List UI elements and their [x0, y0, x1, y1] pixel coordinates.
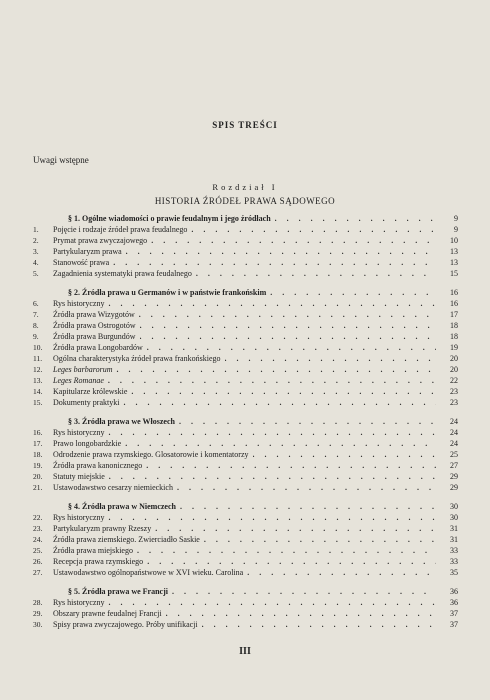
toc-entry [33, 225, 458, 236]
toc-entry-label: Spisy prawa zwyczajowego. Próby unifikacji [53, 620, 198, 629]
toc-section-label: § 2. Źródła prawa u Germanów i w państwie frankońskim [68, 288, 267, 297]
toc-entry-number: 18. [33, 450, 43, 459]
toc-page-number: 29 [450, 472, 458, 481]
toc-entry [33, 376, 458, 387]
toc-page-number: 24 [450, 428, 458, 437]
toc-section-label: § 4. Źródła prawa w Niemczech [68, 502, 176, 511]
toc-page-number: 30 [450, 513, 458, 522]
toc-entry [33, 354, 458, 365]
toc-entry [33, 609, 458, 620]
leader-dots [109, 472, 436, 481]
toc-section-label: § 1. Ogólne wiadomości o prawie feudalnym i jego źródłach [68, 214, 271, 223]
toc-entry-number: 6. [33, 299, 39, 308]
toc-page-number: 35 [450, 568, 458, 577]
toc-entry-number: 17. [33, 439, 43, 448]
leader-dots [151, 236, 436, 245]
toc-entry-number: 22. [33, 513, 43, 522]
toc-entry-label: Źródła prawa ziemskiego. Zwierciadło Saskie [53, 535, 200, 544]
toc-page-number: 16 [450, 288, 458, 297]
toc-entry-number: 20. [33, 472, 43, 481]
toc-entry-number: 11. [33, 354, 43, 363]
toc-section [68, 587, 458, 598]
toc-entry-number: 12. [33, 365, 43, 374]
toc-page-number: 9 [454, 214, 458, 223]
toc-entry-number: 4. [33, 258, 39, 267]
toc-entry-number: 25. [33, 546, 43, 555]
toc-page-number: 10 [450, 236, 458, 245]
toc-page-number: 29 [450, 483, 458, 492]
toc-section [68, 214, 458, 225]
toc-entry-label: Obszary prawne feudalnej Francji [53, 609, 162, 618]
leader-dots [146, 461, 436, 470]
page-title: SPIS TREŚCI [212, 120, 278, 130]
toc-page-number: 20 [450, 354, 458, 363]
toc-entry-label: Rys historyczny [53, 299, 105, 308]
toc-entry-label: Źródła prawa Wizygotów [53, 310, 135, 319]
toc-entry-label: Źródła prawa kanonicznego [53, 461, 143, 470]
leader-dots [155, 524, 436, 533]
toc-entry-number: 27. [33, 568, 43, 577]
toc-page-number: 19 [450, 343, 458, 352]
toc-entry-number: 29. [33, 609, 43, 618]
toc-entry-label: Zagadnienia systematyki prawa feudalnego [53, 269, 192, 278]
toc-entry-number: 2. [33, 236, 39, 245]
toc-page-number: 18 [450, 332, 458, 341]
toc-entry-label: Ustawodawstwo cesarzy niemieckich [53, 483, 173, 492]
toc-entry [33, 439, 458, 450]
leader-dots [108, 428, 436, 437]
toc-section [68, 417, 458, 428]
toc-entry-number: 15. [33, 398, 43, 407]
toc-page-number: 31 [450, 535, 458, 544]
toc-entry-label: Źródła prawa miejskiego [53, 546, 133, 555]
leader-dots [126, 247, 436, 256]
page-folio: III [239, 646, 251, 657]
leader-dots [204, 535, 436, 544]
toc-entry-label: Źródła prawa Burgundów [53, 332, 136, 341]
toc-page-number: 36 [450, 587, 458, 596]
leader-dots [172, 587, 436, 596]
chapter-heading: Rozdział I [212, 182, 278, 192]
toc-entry-number: 13. [33, 376, 43, 385]
leader-dots [225, 354, 437, 363]
toc-entry [33, 387, 458, 398]
toc-entry-label: Prymat prawa zwyczajowego [53, 236, 148, 245]
toc-page-number: 37 [450, 620, 458, 629]
toc-entry [33, 483, 458, 494]
toc-section [68, 288, 458, 299]
toc-entry [33, 546, 458, 557]
toc-entry-label: Stanowość prawa [53, 258, 110, 267]
toc-entry-label: Recepcja prawa rzymskiego [53, 557, 144, 566]
toc-section-label: § 3. Źródła prawa we Włoszech [68, 417, 175, 426]
toc-page-number: 31 [450, 524, 458, 533]
leader-dots [137, 546, 436, 555]
leader-dots [108, 598, 436, 607]
toc-entry [33, 310, 458, 321]
leader-dots [125, 439, 436, 448]
leader-dots [196, 269, 436, 278]
leader-dots [253, 450, 437, 459]
toc-page-number: 23 [450, 398, 458, 407]
toc-page-number: 33 [450, 546, 458, 555]
toc-entry-label: Leges Romanae [53, 376, 104, 385]
toc-entry-number: 3. [33, 247, 39, 256]
leader-dots [131, 387, 436, 396]
toc-entry [33, 398, 458, 409]
toc-entry-label: Leges barbarorum [53, 365, 113, 374]
toc-entry [33, 236, 458, 247]
toc-entry-label: Pojęcie i rodzaje źródeł prawa feudalnego [53, 225, 188, 234]
toc-entry-label: Odrodzenie prawa rzymskiego. Glosatorowie i komentatorzy [53, 450, 249, 459]
toc-entry-number: 1. [33, 225, 39, 234]
chapter-title: HISTORIA ŹRÓDEŁ PRAWA SĄDOWEGO [154, 196, 336, 206]
toc-entry-number: 24. [33, 535, 43, 544]
toc-entry [33, 365, 458, 376]
toc-entry [33, 557, 458, 568]
toc-page-number: 20 [450, 365, 458, 374]
toc-page-number: 13 [450, 258, 458, 267]
toc-page-number: 18 [450, 321, 458, 330]
toc-entry-number: 30. [33, 620, 43, 629]
toc-page-number: 22 [450, 376, 458, 385]
toc-entry-number: 16. [33, 428, 43, 437]
toc-page-number: 17 [450, 310, 458, 319]
toc-entry-number: 28. [33, 598, 43, 607]
toc-section-label: § 5. Źródła prawa we Francji [68, 587, 168, 596]
toc-entry [33, 513, 458, 524]
toc-entry-label: Kapitularze królewskie [53, 387, 128, 396]
leader-dots [180, 502, 436, 511]
toc-entry-label: Prawo longobardzkie [53, 439, 122, 448]
toc-entry [33, 461, 458, 472]
toc-entry-number: 9. [33, 332, 39, 341]
toc-page-number: 27 [450, 461, 458, 470]
toc-entry [33, 535, 458, 546]
leader-dots [113, 258, 436, 267]
toc-entry-label: Statuty miejskie [53, 472, 105, 481]
toc-page-number: 33 [450, 557, 458, 566]
toc-page-number: 37 [450, 609, 458, 618]
toc-page-number: 13 [450, 247, 458, 256]
leader-dots [140, 321, 436, 330]
toc-entry [33, 247, 458, 258]
toc-entry-number: 14. [33, 387, 43, 396]
toc-page-number: 15 [450, 269, 458, 278]
toc-intro-label: Uwagi wstępne [33, 155, 89, 165]
leader-dots [202, 620, 436, 629]
toc-entry-label: Ustawodawstwo ogólnopaństwowe w XVI wieku. Carolina [53, 568, 244, 577]
toc-entry-number: 19. [33, 461, 43, 470]
toc-entry [33, 598, 458, 609]
toc-entry [33, 343, 458, 354]
toc-entry-number: 8. [33, 321, 39, 330]
toc-section [68, 502, 458, 513]
leader-dots [147, 557, 436, 566]
toc-entry-number: 7. [33, 310, 39, 319]
toc-entry [33, 568, 458, 579]
toc-page-number: 9 [454, 225, 458, 234]
leader-dots [147, 343, 436, 352]
toc-entry [33, 258, 458, 269]
leader-dots [108, 513, 436, 522]
leader-dots [191, 225, 436, 234]
toc-entry-label: Partykularyzm prawny Rzeszy [53, 524, 152, 533]
toc-entry-label: Rys historyczny [53, 598, 105, 607]
toc-page-number: 23 [450, 387, 458, 396]
leader-dots [247, 568, 436, 577]
toc-page-number: 16 [450, 299, 458, 308]
leader-dots [270, 288, 436, 297]
toc-entry-label: Źródła prawa Ostrogotów [53, 321, 136, 330]
leader-dots [108, 299, 436, 308]
toc-entry-number: 21. [33, 483, 43, 492]
leader-dots [140, 332, 437, 341]
toc-page-number: 25 [450, 450, 458, 459]
toc-entry-label: Rys historyczny [53, 513, 105, 522]
leader-dots [275, 214, 436, 223]
leader-dots [177, 483, 436, 492]
leader-dots [116, 365, 436, 374]
toc-entry-number: 10. [33, 343, 43, 352]
toc-entry [33, 428, 458, 439]
leader-dots [123, 398, 436, 407]
toc-entry-number: 5. [33, 269, 39, 278]
toc-entry-label: Ogólna charakterystyka źródeł prawa frankońskiego [53, 354, 221, 363]
toc-entry-label: Dokumenty praktyki [53, 398, 120, 407]
toc-entry [33, 472, 458, 483]
toc-entry-number: 23. [33, 524, 43, 533]
toc-entry [33, 524, 458, 535]
toc-intro [33, 155, 458, 165]
toc-entry [33, 321, 458, 332]
leader-dots [166, 609, 436, 618]
leader-dots [139, 310, 436, 319]
toc-page-number: 30 [450, 502, 458, 511]
leader-dots [108, 376, 436, 385]
toc-page-number: 36 [450, 598, 458, 607]
toc-entry [33, 269, 458, 280]
toc-entry-number: 26. [33, 557, 43, 566]
toc-entry [33, 450, 458, 461]
toc-entry [33, 332, 458, 343]
toc-entry-label: Rys historyczny [53, 428, 105, 437]
toc-entry [33, 299, 458, 310]
toc-entry-label: Źródła prawa Longobardów [53, 343, 143, 352]
leader-dots [179, 417, 436, 426]
table-of-contents [33, 214, 458, 631]
toc-page-number: 24 [450, 439, 458, 448]
toc-entry [33, 620, 458, 631]
toc-page-number: 24 [450, 417, 458, 426]
toc-entry-label: Partykularyzm prawa [53, 247, 122, 256]
